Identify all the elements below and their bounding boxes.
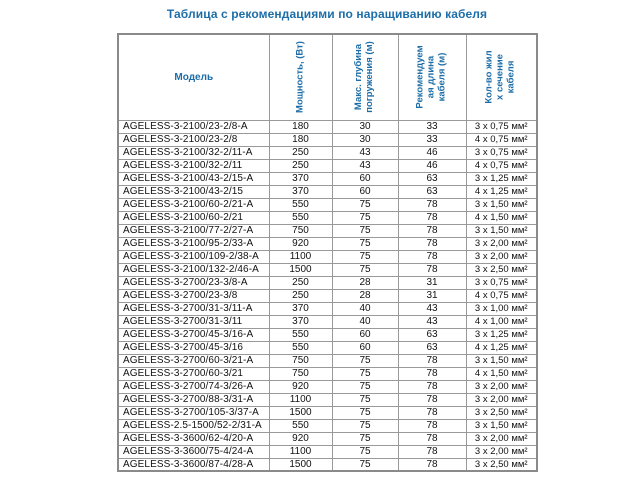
table-row [118, 406, 537, 419]
power-cell: 1500 [269, 263, 332, 276]
power-cell: 920 [269, 237, 332, 250]
depth-cell: 43 [332, 146, 398, 159]
power-cell: 250 [269, 276, 332, 289]
col-header-cable [466, 34, 537, 120]
col-header-power [269, 34, 332, 120]
model-cell: AGELESS-3-2100/60-2/21-A [118, 198, 269, 211]
power-cell: 920 [269, 432, 332, 445]
depth-cell: 75 [332, 354, 398, 367]
depth-cell: 40 [332, 302, 398, 315]
length-cell: 33 [398, 133, 466, 146]
power-cell: 370 [269, 185, 332, 198]
power-cell: 1500 [269, 406, 332, 419]
table-row [118, 458, 537, 471]
col-header-depth-label: Макс. глубина погружения (м) [353, 41, 375, 114]
table-row [118, 263, 537, 276]
length-cell: 31 [398, 289, 466, 302]
model-cell: AGELESS-3-2100/109-2/38-A [118, 250, 269, 263]
model-cell: AGELESS-3-2100/60-2/21 [118, 211, 269, 224]
col-header-length-label: Рекомендуемая длина кабеля (м) [414, 45, 448, 109]
cable-cell: 3 x 1,25 мм² [466, 172, 537, 185]
power-cell: 250 [269, 159, 332, 172]
model-cell: AGELESS-3-2100/23-2/8-A [118, 120, 269, 133]
cable-cell: 3 x 0,75 мм² [466, 120, 537, 133]
depth-cell: 75 [332, 250, 398, 263]
power-cell: 920 [269, 380, 332, 393]
cable-cell: 3 x 2,50 мм² [466, 263, 537, 276]
model-cell: AGELESS-3-3600/62-4/20-A [118, 432, 269, 445]
table-row [118, 211, 537, 224]
cable-cell: 4 x 1,50 мм² [466, 367, 537, 380]
length-cell: 78 [398, 380, 466, 393]
cable-cell: 3 x 2,00 мм² [466, 250, 537, 263]
header-row [118, 34, 537, 120]
length-cell: 43 [398, 302, 466, 315]
length-cell: 78 [398, 432, 466, 445]
table-row [118, 380, 537, 393]
cable-cell: 4 x 0,75 мм² [466, 159, 537, 172]
length-cell: 78 [398, 419, 466, 432]
model-cell: AGELESS-3-2700/74-3/26-A [118, 380, 269, 393]
model-cell: AGELESS-3-2700/88-3/31-A [118, 393, 269, 406]
model-cell: AGELESS-3-2700/31-3/11 [118, 315, 269, 328]
power-cell: 370 [269, 302, 332, 315]
model-cell: AGELESS-3-2700/60-3/21 [118, 367, 269, 380]
power-cell: 550 [269, 198, 332, 211]
depth-cell: 30 [332, 120, 398, 133]
cable-cell: 4 x 1,25 мм² [466, 185, 537, 198]
table-row [118, 146, 537, 159]
power-cell: 750 [269, 224, 332, 237]
length-cell: 78 [398, 224, 466, 237]
model-cell: AGELESS-3-2100/32-2/11-A [118, 146, 269, 159]
length-cell: 46 [398, 146, 466, 159]
power-cell: 180 [269, 133, 332, 146]
table-body [118, 120, 537, 471]
power-cell: 250 [269, 146, 332, 159]
cable-cell: 3 x 2,00 мм² [466, 380, 537, 393]
table-row [118, 302, 537, 315]
depth-cell: 75 [332, 432, 398, 445]
power-cell: 180 [269, 120, 332, 133]
table-row [118, 289, 537, 302]
depth-cell: 75 [332, 263, 398, 276]
depth-cell: 60 [332, 172, 398, 185]
cable-cell: 4 x 0,75 мм² [466, 133, 537, 146]
table-row [118, 224, 537, 237]
col-header-cable-label: Кол-во жил х сечение кабеля [483, 50, 517, 104]
col-header-length [398, 34, 466, 120]
col-header-model: Модель [118, 34, 269, 120]
depth-cell: 75 [332, 237, 398, 250]
depth-cell: 40 [332, 315, 398, 328]
table-row [118, 172, 537, 185]
power-cell: 1100 [269, 250, 332, 263]
power-cell: 370 [269, 172, 332, 185]
cable-cell: 3 x 1,50 мм² [466, 354, 537, 367]
cable-cell: 3 x 2,00 мм² [466, 237, 537, 250]
table-row [118, 185, 537, 198]
length-cell: 78 [398, 198, 466, 211]
cable-recommendations-table [117, 33, 538, 472]
table-row [118, 367, 537, 380]
table-header [118, 34, 537, 120]
model-cell: AGELESS-3-2100/43-2/15-A [118, 172, 269, 185]
model-cell: AGELESS-3-2100/77-2/27-A [118, 224, 269, 237]
length-cell: 43 [398, 315, 466, 328]
power-cell: 1100 [269, 393, 332, 406]
model-cell: AGELESS-3-2100/32-2/11 [118, 159, 269, 172]
depth-cell: 75 [332, 445, 398, 458]
length-cell: 46 [398, 159, 466, 172]
table-row [118, 159, 537, 172]
cable-cell: 3 x 2,50 мм² [466, 458, 537, 471]
power-cell: 250 [269, 289, 332, 302]
cable-cell: 3 x 1,50 мм² [466, 419, 537, 432]
cable-cell: 3 x 0,75 мм² [466, 276, 537, 289]
table-row [118, 237, 537, 250]
depth-cell: 60 [332, 328, 398, 341]
model-cell: AGELESS-3-2100/43-2/15 [118, 185, 269, 198]
length-cell: 78 [398, 237, 466, 250]
length-cell: 78 [398, 263, 466, 276]
cable-cell: 3 x 2,50 мм² [466, 406, 537, 419]
cable-cell: 3 x 2,00 мм² [466, 393, 537, 406]
length-cell: 63 [398, 341, 466, 354]
model-cell: AGELESS-3-2700/45-3/16-A [118, 328, 269, 341]
cable-cell: 4 x 1,00 мм² [466, 315, 537, 328]
cable-cell: 3 x 2,00 мм² [466, 445, 537, 458]
table-row [118, 341, 537, 354]
depth-cell: 75 [332, 419, 398, 432]
power-cell: 370 [269, 315, 332, 328]
model-cell: AGELESS-3-2100/95-2/33-A [118, 237, 269, 250]
power-cell: 550 [269, 419, 332, 432]
model-cell: AGELESS-3-2100/23-2/8 [118, 133, 269, 146]
model-cell: AGELESS-3-2700/23-3/8-A [118, 276, 269, 289]
table-row [118, 393, 537, 406]
length-cell: 78 [398, 354, 466, 367]
length-cell: 78 [398, 211, 466, 224]
cable-cell: 3 x 1,50 мм² [466, 224, 537, 237]
depth-cell: 75 [332, 380, 398, 393]
table-row [118, 120, 537, 133]
model-cell: AGELESS-3-3600/87-4/28-A [118, 458, 269, 471]
model-cell: AGELESS-2.5-1500/52-2/31-A [118, 419, 269, 432]
length-cell: 78 [398, 367, 466, 380]
cable-cell: 3 x 2,00 мм² [466, 432, 537, 445]
cable-cell: 3 x 1,00 мм² [466, 302, 537, 315]
table-row [118, 198, 537, 211]
power-cell: 1100 [269, 445, 332, 458]
table-row [118, 328, 537, 341]
cable-cell: 3 x 0,75 мм² [466, 146, 537, 159]
depth-cell: 75 [332, 367, 398, 380]
table-row [118, 250, 537, 263]
table-row [118, 445, 537, 458]
table-row [118, 419, 537, 432]
model-cell: AGELESS-3-2700/45-3/16 [118, 341, 269, 354]
depth-cell: 28 [332, 289, 398, 302]
length-cell: 78 [398, 445, 466, 458]
length-cell: 78 [398, 458, 466, 471]
table-row [118, 276, 537, 289]
length-cell: 78 [398, 393, 466, 406]
cable-cell: 3 x 1,50 мм² [466, 198, 537, 211]
table-row [118, 354, 537, 367]
depth-cell: 43 [332, 159, 398, 172]
power-cell: 750 [269, 354, 332, 367]
col-header-power-label: Мощность, (Вт) [294, 41, 306, 114]
table-row [118, 133, 537, 146]
length-cell: 63 [398, 172, 466, 185]
cable-cell: 4 x 1,50 мм² [466, 211, 537, 224]
length-cell: 78 [398, 250, 466, 263]
model-cell: AGELESS-3-2700/60-3/21-A [118, 354, 269, 367]
model-cell: AGELESS-3-2700/23-3/8 [118, 289, 269, 302]
table-row [118, 315, 537, 328]
depth-cell: 28 [332, 276, 398, 289]
depth-cell: 75 [332, 393, 398, 406]
power-cell: 550 [269, 328, 332, 341]
depth-cell: 60 [332, 185, 398, 198]
depth-cell: 30 [332, 133, 398, 146]
col-header-depth [332, 34, 398, 120]
cable-cell: 4 x 1,25 мм² [466, 341, 537, 354]
length-cell: 63 [398, 185, 466, 198]
page-title: Таблица с рекомендациями по наращиванию кабеля [166, 7, 488, 21]
table-row [118, 432, 537, 445]
depth-cell: 75 [332, 406, 398, 419]
power-cell: 550 [269, 341, 332, 354]
cable-cell: 4 x 0,75 мм² [466, 289, 537, 302]
length-cell: 33 [398, 120, 466, 133]
depth-cell: 75 [332, 458, 398, 471]
depth-cell: 75 [332, 224, 398, 237]
length-cell: 63 [398, 328, 466, 341]
power-cell: 1500 [269, 458, 332, 471]
depth-cell: 75 [332, 211, 398, 224]
depth-cell: 75 [332, 198, 398, 211]
length-cell: 31 [398, 276, 466, 289]
model-cell: AGELESS-3-3600/75-4/24-A [118, 445, 269, 458]
length-cell: 78 [398, 406, 466, 419]
depth-cell: 60 [332, 341, 398, 354]
cable-cell: 3 x 1,25 мм² [466, 328, 537, 341]
power-cell: 550 [269, 211, 332, 224]
model-cell: AGELESS-3-2700/105-3/37-A [118, 406, 269, 419]
model-cell: AGELESS-3-2700/31-3/11-A [118, 302, 269, 315]
power-cell: 750 [269, 367, 332, 380]
model-cell: AGELESS-3-2100/132-2/46-A [118, 263, 269, 276]
